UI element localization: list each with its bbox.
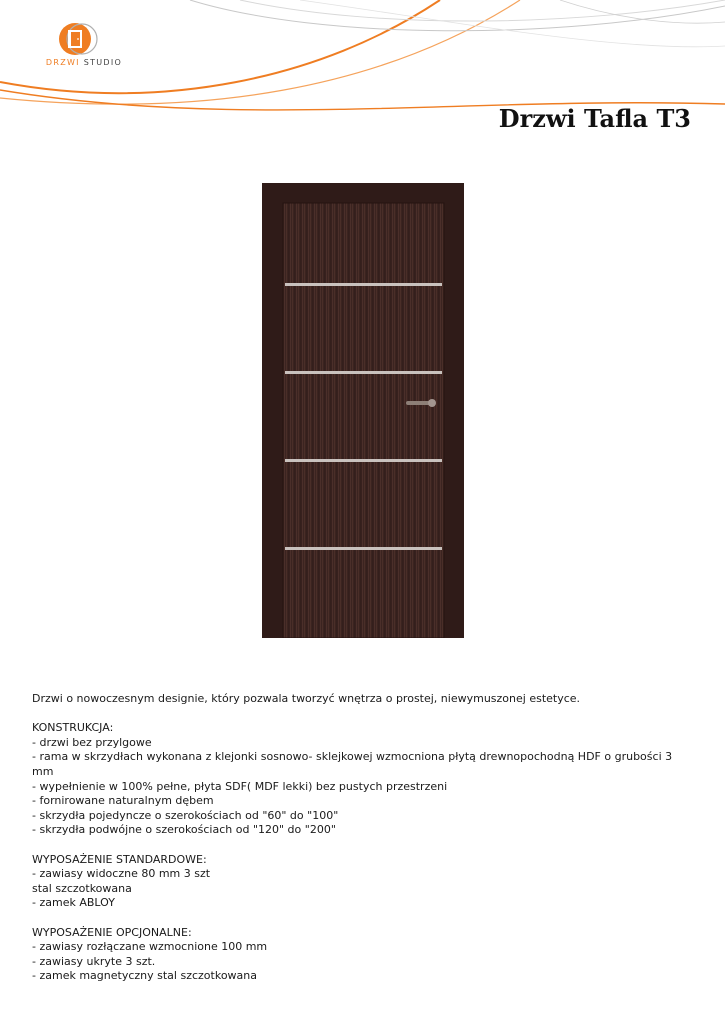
page-title: Drzwi Tafla T3 xyxy=(498,104,691,134)
list-item: - zawiasy rozłączane wzmocnione 100 mm xyxy=(32,940,268,954)
door-leaf xyxy=(283,203,444,638)
intro-text: Drzwi o nowoczesnym designie, który pozwala tworzyć wnętrza o prostej, niewymuszonej estetyce. xyxy=(32,692,581,705)
section-heading: WYPOSAŻENIE OPCJONALNE: xyxy=(32,925,192,939)
list-item: - skrzydła podwójne o szerokościach od "120" do "200" xyxy=(32,823,336,837)
optional-equipment-section xyxy=(32,926,692,984)
product-description xyxy=(32,692,692,984)
brand-logo[interactable] xyxy=(38,22,130,72)
aluminium-strip xyxy=(285,459,442,462)
construction-section xyxy=(32,721,692,838)
list-item: - zamek magnetyczny stal szczotkowana xyxy=(32,969,257,983)
aluminium-strip xyxy=(285,283,442,286)
list-item: stal szczotkowana xyxy=(32,881,132,895)
list-item: - skrzydła pojedyncze o szerokościach od "60" do "100" xyxy=(32,808,339,822)
standard-equipment-section xyxy=(32,853,692,911)
section-heading: WYPOSAŻENIE STANDARDOWE: xyxy=(32,852,207,866)
brand-name-part1: DRZWI xyxy=(45,58,80,67)
aluminium-strip xyxy=(285,371,442,374)
list-item: - rama w skrzydłach wykonana z klejonki sosnowo- sklejkowej wzmocniona płytą drewnopochodną HDF o grubości 3 mm xyxy=(32,750,673,778)
list-item: - wypełnienie w 100% pełne, płyta SDF( MDF lekki) bez pustych przestrzeni xyxy=(32,779,448,793)
brand-name xyxy=(38,58,130,67)
list-item: - drzwi bez przylgowe xyxy=(32,735,152,749)
list-item: - zamek ABLOY xyxy=(32,896,115,910)
door-product-image xyxy=(262,183,464,638)
door-logo-icon xyxy=(58,22,98,56)
brand-name-part2: STUDIO xyxy=(83,58,123,67)
list-item: - fornirowane naturalnym dębem xyxy=(32,794,214,808)
section-heading: KONSTRUKCJA: xyxy=(32,721,114,735)
list-item: - zawiasy ukryte 3 szt. xyxy=(32,954,156,968)
list-item: - zawiasy widoczne 80 mm 3 szt xyxy=(32,867,211,881)
aluminium-strip xyxy=(285,547,442,550)
